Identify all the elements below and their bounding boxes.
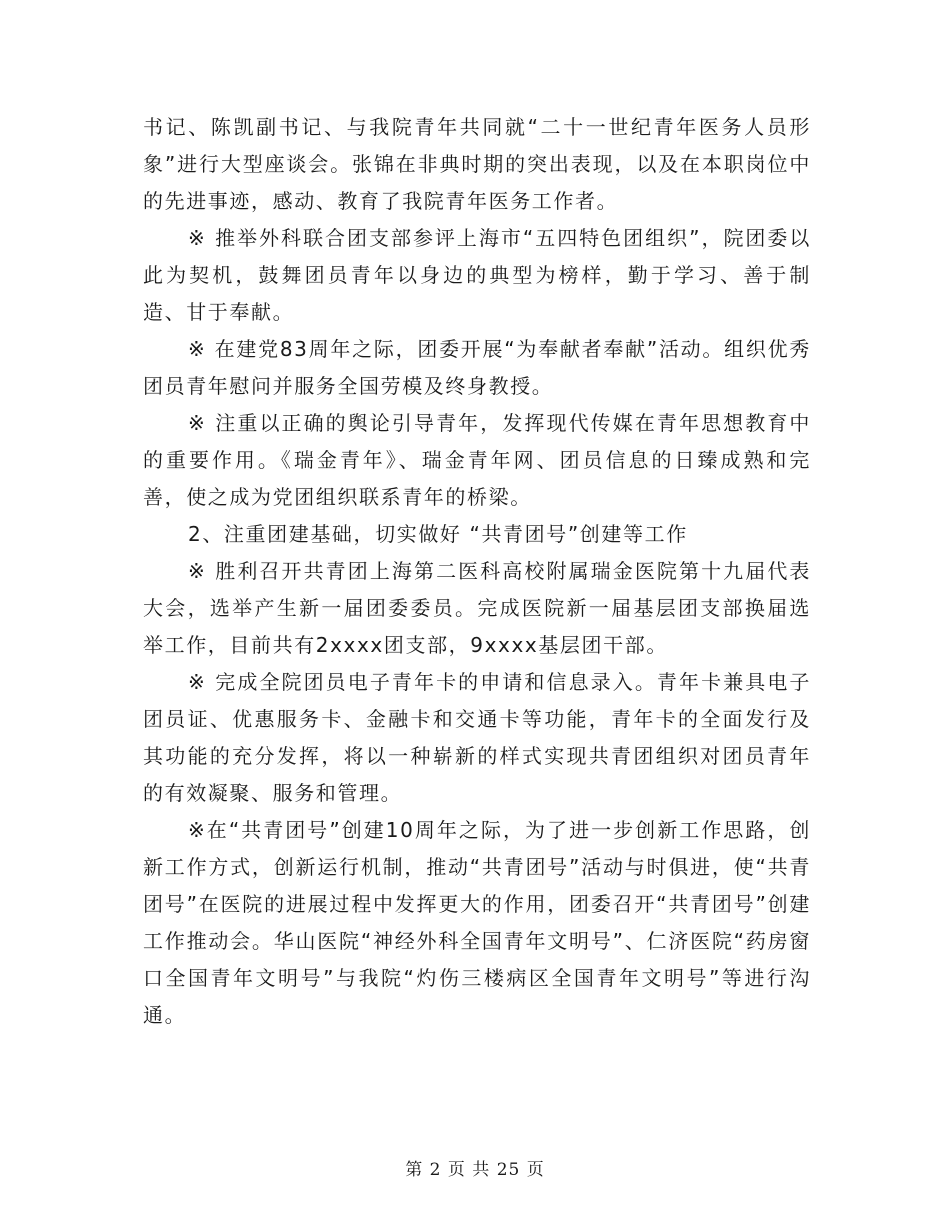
- paragraph-youth-card: ※ 完成全院团员电子青年卡的申请和信息录入。青年卡兼具电子团员证、优惠服务卡、金融卡和交通卡等功能，青年卡的全面发行及其功能的充分发挥，将以一种崭新的样式实现共青团组织对团员青年的有效凝聚、服务和管理。: [143, 670, 811, 805]
- paragraph-gongqingtuan-hao: ※在“共青团号”创建10周年之际，为了进一步创新工作思路，创新工作方式，创新运行机制，推动“共青团号”活动与时俱进，使“共青团号”在医院的进展过程中发挥更大的作用，团委召开“共青团号”创建工作推动会。华山医院“神经外科全国青年文明号”、仁济医院“药房窗口全国青年文明号”与我院“灼伤三楼病区全国青年文明号”等进行沟通。: [143, 818, 811, 1027]
- paragraph-continuation: 书记、陈凯副书记、与我院青年共同就“二十一世纪青年医务人员形象”进行大型座谈会。张锦在非典时期的突出表现，以及在本职岗位中的先进事迹，感动、教育了我院青年医务工作者。: [143, 115, 811, 213]
- document-body: [143, 109, 811, 1034]
- section-heading: 2、注重团建基础，切实做好 “共青团号”创建等工作: [188, 522, 688, 546]
- paragraph-wusi-recommendation: ※ 推举外科联合团支部参评上海市“五四特色团组织”，院团委以此为契机，鼓舞团员青年以身边的典型为榜样，勤于学习、善于制造、甘于奉献。: [143, 226, 811, 324]
- paragraph-media-guidance: ※ 注重以正确的舆论引导青年，发挥现代传媒在青年思想教育中的重要作用。《瑞金青年》、瑞金青年网、团员信息的日臻成熟和完善，使之成为党团组织联系青年的桥梁。: [143, 411, 811, 509]
- paragraph-congress: ※ 胜利召开共青团上海第二医科高校附属瑞金医院第十九届代表大会，选举产生新一届团委委员。完成医院新一届基层团支部换届选举工作，目前共有2xxxx团支部，9xxxx基层团干部。: [143, 559, 811, 657]
- paragraph-party-anniversary: ※ 在建党83周年之际，团委开展“为奉献者奉献”活动。组织优秀团员青年慰问并服务全国劳模及终身教授。: [143, 337, 811, 398]
- page-number-footer: 第 2 页 共 25 页: [405, 1160, 545, 1180]
